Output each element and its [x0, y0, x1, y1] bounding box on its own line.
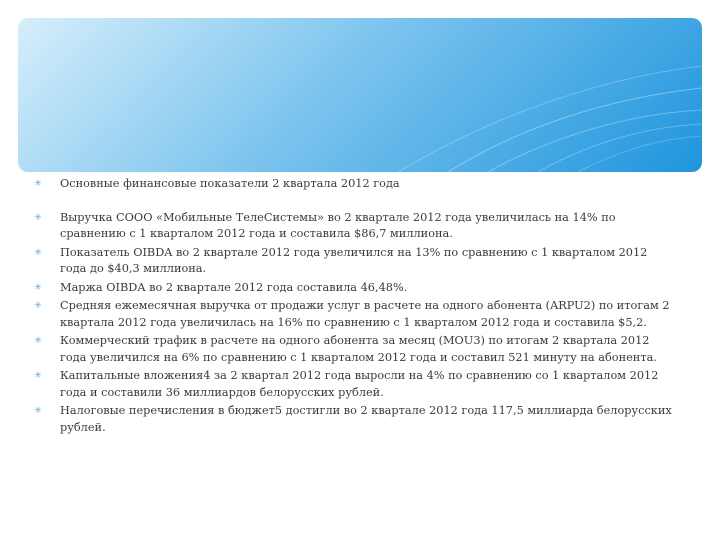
asterisk-icon: ✳ [34, 301, 42, 311]
list-item-text: Маржа OIBDA во 2 квартале 2012 года составила 46,48%. [60, 280, 408, 294]
asterisk-icon: ✳ [34, 212, 42, 223]
asterisk-icon: ✳ [34, 406, 42, 416]
asterisk-icon: ✳ [34, 371, 42, 381]
list-item [32, 280, 672, 297]
list-item-text: Выручка СООО «Мобильные ТелеСистемы» во 2 квартале 2012 года увеличилась на 14% по сравнению с 1 кварталом 2012 года и составила $86,7 миллиона. [60, 210, 616, 240]
list-item [32, 245, 672, 278]
list-item-text: Средняя ежемесячная выручка от продажи услуг в расчете на одного абонента (ARPU2) по итогам 2 квартала 2012 года увеличилась на 16% по сравнению с 1 кварталом 2012 года и составила $5,2. [60, 299, 670, 329]
asterisk-icon: ✳ [34, 336, 42, 346]
list-item [32, 403, 672, 436]
list-item [32, 333, 672, 366]
asterisk-icon: ✳ [34, 282, 42, 293]
list-item [32, 298, 672, 331]
header-banner [18, 18, 702, 172]
list-item [32, 176, 672, 193]
banner-curves-decoration [18, 18, 702, 172]
list-item-text: Показатель OIBDA во 2 квартале 2012 года увеличился на 13% по сравнению с 1 кварталом 2012 года до $40,3 миллиона. [60, 245, 648, 275]
list-item-text: Основные финансовые показатели 2 квартала 2012 года [60, 177, 400, 190]
list-item [32, 210, 672, 243]
list-item [32, 368, 672, 401]
list-item-text: Налоговые перечисления в бюджет5 достигли во 2 квартале 2012 года 117,5 миллиарда белорусских рублей. [60, 404, 672, 434]
asterisk-icon: ✳ [34, 179, 42, 189]
asterisk-icon: ✳ [34, 247, 42, 258]
bullet-list [32, 176, 672, 436]
list-item-text: Коммерческий трафик в расчете на одного абонента за месяц (MOU3) по итогам 2 квартала 2012 года увеличился на 6% по сравнению с 1 кварталом 2012 года и составил 521 минуту на абонента. [60, 334, 657, 364]
list-item-text: Капитальные вложения4 за 2 квартал 2012 года выросли на 4% по сравнению со 1 кварталом 2012 года и составили 36 миллиардов белорусских рублей. [60, 369, 659, 399]
